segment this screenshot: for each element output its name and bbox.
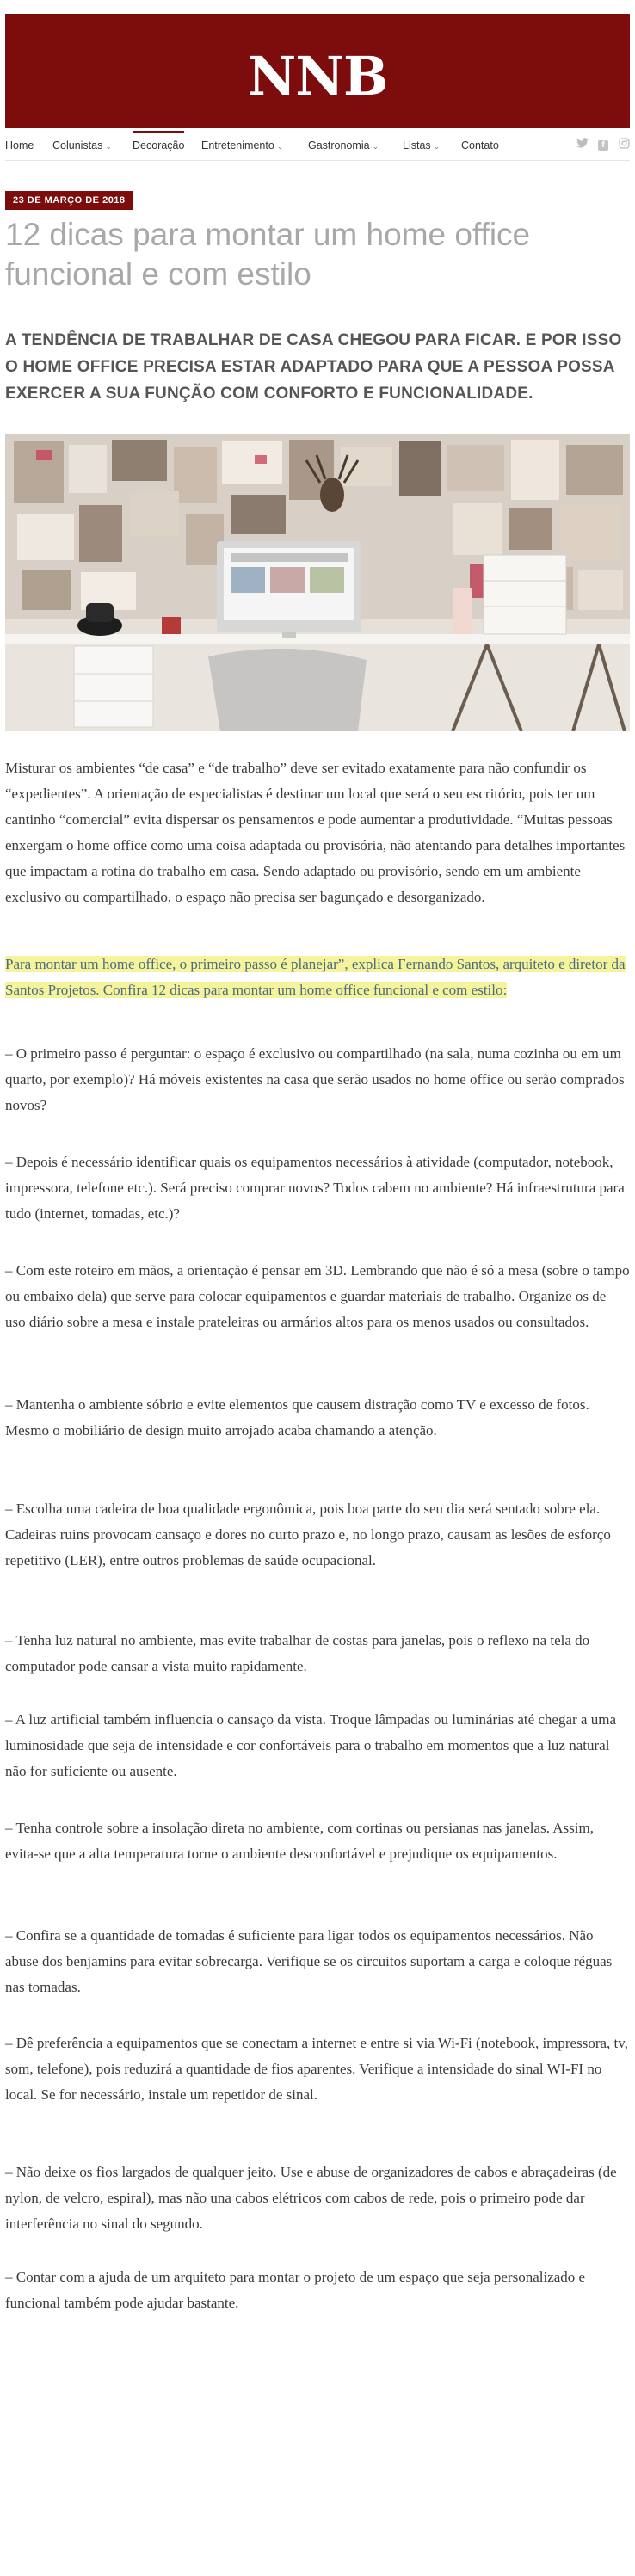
chevron-down-icon: ⌄ bbox=[372, 142, 379, 151]
hero-image bbox=[5, 434, 630, 731]
tip-item: – O primeiro passo é perguntar: o espaço é exclusivo ou compartilhado (na sala, numa cozinha ou em um quarto, por exemplo)? Há móveis existentes na casa que serão usados no home office ou serão comprados novos? bbox=[5, 1045, 625, 1113]
tip-item: – Tenha controle sobre a insolação direta no ambiente, com cortinas ou persianas nas janelas. Assim, evita-se que a alta temperatura torne o ambiente desconfortável e prejudique os equipamentos. bbox=[5, 1820, 594, 1862]
chevron-down-icon: ⌄ bbox=[433, 142, 441, 151]
nav-item-home[interactable]: Home bbox=[5, 139, 34, 151]
post-date-badge: 23 DE MARÇO DE 2018 bbox=[5, 191, 133, 210]
tip-item: – Dê preferência a equipamentos que se conectam a internet e entre si via Wi-Fi (notebook, impressora, tv, som, telefone), pois reduzirá a quantidade de fios aparentes. Verifique a intensidade do sinal WI-FI no local. Se for necessário, instale um repetidor de sinal. bbox=[5, 2035, 628, 2103]
tip-item: – Contar com a ajuda de um arquiteto para montar o projeto de um espaço que seja personalizado e funcional também pode ajudar bastante. bbox=[5, 2269, 586, 2311]
highlighted-quote: Para montar um home office, o primeiro passo é planejar”, explica Fernando Santos, arquiteto e diretor da Santos Projetos. Confira 12 dicas para montar um home office funcional e com estilo: bbox=[5, 956, 626, 998]
nav-item-decoracao[interactable]: Decoração bbox=[133, 139, 185, 151]
article-highlight bbox=[5, 952, 630, 1003]
main-nav bbox=[5, 136, 630, 158]
tip-item: – Com este roteiro em mãos, a orientação é pensar em 3D. Lembrando que não é só a mesa (sobre o tampo ou embaixo dela) que serve para colocar equipamentos e guardar materiais de trabalho. Organize os de uso diário sobre a mesa e instale prateleiras ou armários altos para os menos usados ou consultados. bbox=[5, 1262, 630, 1330]
chevron-down-icon: ⌄ bbox=[276, 142, 284, 151]
tip-item: – Escolha uma cadeira de boa qualidade ergonômica, pois boa parte do seu dia será sentado sobre ela. Cadeiras ruins provocam cansaço e dores no curto prazo e, no longo prazo, causam as lesões de esforço repetitivo (LER), entre outros problemas de saúde ocupacional. bbox=[5, 1501, 611, 1568]
instagram-icon[interactable] bbox=[618, 138, 630, 150]
tip-item: – Depois é necessário identificar quais os equipamentos necessários à atividade (computador, notebook, impressora, telefone etc.). Será preciso comprar novos? Todos cabem no ambiente? Há infraestrutura para tudo (internet, tomadas, etc.)? bbox=[5, 1154, 625, 1222]
nav-item-listas[interactable]: Listas ⌄ bbox=[403, 139, 441, 151]
tip-item: – Não deixe os fios largados de qualquer jeito. Use e abuse de organizadores de cabos e abraçadeiras (de nylon, de velcro, espiral), mas não una cabos elétricos com cabos de rede, pois o primeiro pode dar interferência no sinal do segundo. bbox=[5, 2164, 617, 2232]
tip-item: – A luz artificial também influencia o cansaço da vista. Troque lâmpadas ou luminárias até chegar a uma luminosidade que seja de intensidade e cor confortáveis para o trabalho em momentos que a luz natural não for suficiente ou ausente. bbox=[5, 1711, 616, 1779]
nav-item-entretenimento[interactable]: Entretenimento ⌄ bbox=[201, 139, 284, 151]
article-lead: A TENDÊNCIA DE TRABALHAR DE CASA CHEGOU PARA FICAR. E POR ISSO O HOME OFFICE PRECISA ESTAR ADAPTADO PARA QUE A PESSOA POSSA EXERCER A SUA FUNÇÃO COM CONFORTO E FUNCIONALIDADE. bbox=[5, 331, 622, 403]
site-header bbox=[5, 14, 630, 128]
article-title: 12 dicas para montar um home office funcional e com estilo bbox=[5, 217, 531, 292]
nav-item-colunistas[interactable]: Colunistas ⌄ bbox=[52, 139, 112, 151]
twitter-icon[interactable] bbox=[576, 138, 589, 150]
nav-divider bbox=[5, 160, 630, 161]
facebook-icon[interactable]: f bbox=[597, 138, 609, 150]
tip-item: – Mantenha o ambiente sóbrio e evite elementos que causem distração como TV e excesso de fotos. Mesmo o mobiliário de design muito arrojado acaba chamando a atenção. bbox=[5, 1396, 589, 1439]
social-links bbox=[576, 138, 630, 150]
nav-item-gastronomia[interactable]: Gastronomia ⌄ bbox=[308, 139, 379, 151]
tip-item: – Confira se a quantidade de tomadas é suficiente para ligar todos os equipamentos necessários. Não abuse dos benjamins para evitar sobrecarga. Verifique se os circuitos suportam a carga e coloque réguas nas tomadas. bbox=[5, 1927, 613, 1995]
chevron-down-icon: ⌄ bbox=[105, 142, 112, 151]
site-logo[interactable]: NNB bbox=[247, 45, 388, 108]
article-intro: Misturar os ambientes “de casa” e “de trabalho” deve ser evitado exatamente para não confundir os “expedientes”. A orientação de especialistas é destinar um local que será o seu escritório, pois ter um cantinho “comercial” evita dispersar os pensamentos e pode aumentar a produtividade. “Muitas pessoas enxergam o home office como uma coisa adaptada ou provisória, não atentando para detalhes importantes que impactam a rotina do trabalho em casa. Sendo adaptado ou provisório, sendo em um ambiente exclusivo ou compartilhado, o espaço não precisa ser bagunçado e desorganizado. bbox=[5, 760, 626, 905]
tip-item: – Tenha luz natural no ambiente, mas evite trabalhar de costas para janelas, pois o reflexo na tela do computador pode cansar a vista muito rapidamente. bbox=[5, 1632, 590, 1674]
nav-item-contato[interactable]: Contato bbox=[461, 139, 499, 151]
